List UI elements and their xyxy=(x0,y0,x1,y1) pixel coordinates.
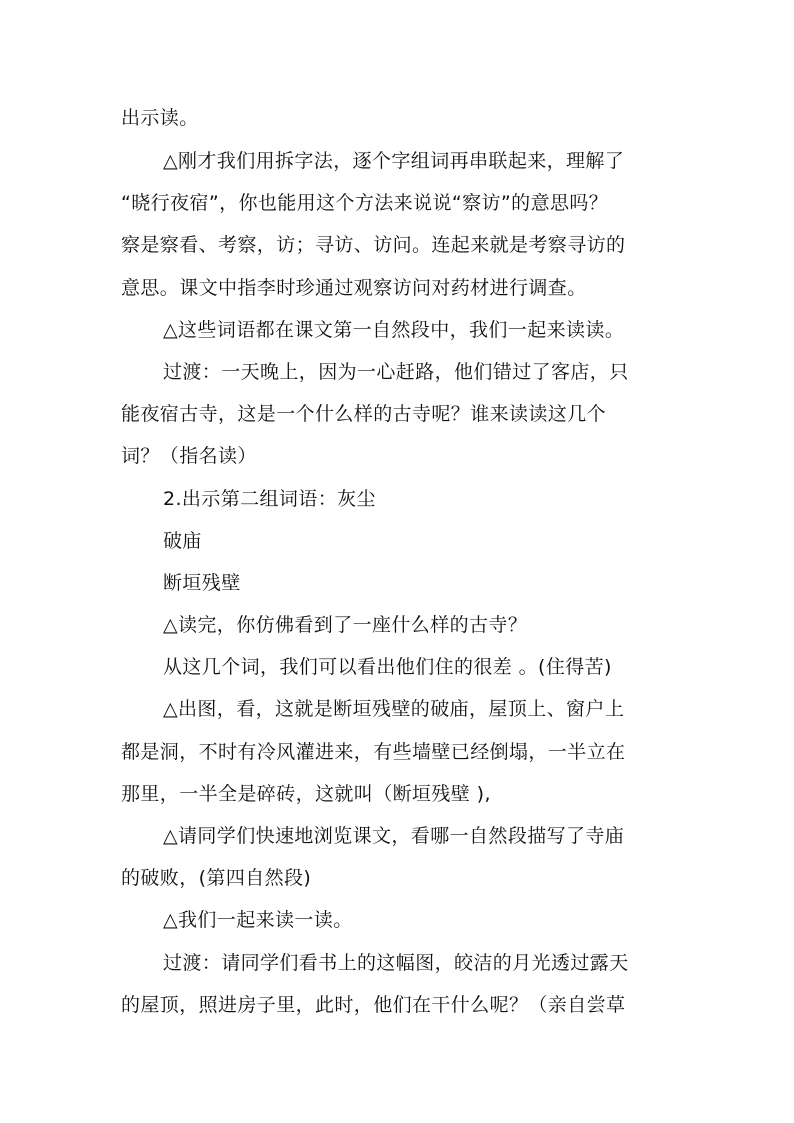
text-line: 那里，一半全是碎砖，这就叫（断垣残壁 ), xyxy=(121,783,491,805)
text-line: 过渡：请同学们看书上的这幅图，皎洁的月光透过露天 xyxy=(163,952,629,974)
text-line: 出示读。 xyxy=(121,107,199,129)
text-line: △我们一起来读一读。 xyxy=(163,909,353,931)
text-line: 的屋顶，照进房子里，此时，他们在干什么呢？（亲自尝草 xyxy=(121,994,626,1016)
text-line: 都是洞，不时有冷风灌进来，有些墙壁已经倒塌，一半立在 xyxy=(121,741,626,763)
text-line: △刚才我们用拆字法，逐个字组词再串联起来，理解了 xyxy=(163,150,625,172)
text-line: △这些词语都在课文第一自然段中，我们一起来读读。 xyxy=(163,319,625,341)
text-line: △读完，你仿佛看到了一座什么样的古寺？ xyxy=(163,614,528,636)
text-line: 断垣残壁 xyxy=(163,572,241,594)
text-line: 的破败，(第四自然段) xyxy=(121,867,312,889)
text-line: 词？（指名读） xyxy=(121,445,257,467)
text-line: △出图，看，这就是断垣残壁的破庙，屋顶上、窗户上 xyxy=(163,698,625,720)
text-line: 破庙 xyxy=(163,530,202,552)
text-line: 能夜宿古寺，这是一个什么样的古寺呢？谁来读读这几个 xyxy=(121,403,607,425)
text-line: 过渡：一天晚上，因为一心赶路，他们错过了客店，只 xyxy=(163,361,629,383)
text-line: △请同学们快速地浏览课文，看哪一自然段描写了寺庙 xyxy=(163,825,625,847)
text-line: 2.出示第二组词语：灰尘 xyxy=(163,488,376,510)
text-line: 意思。课文中指李时珍通过观察访问对药材进行调查。 xyxy=(121,277,587,299)
text-line: 察是察看、考察，访；寻访、访问。连起来就是考察寻访的 xyxy=(121,234,626,256)
text-line: “晓行夜宿”，你也能用这个方法来说说“察访”的意思吗？ xyxy=(121,192,609,214)
text-line: 从这几个词，我们可以看出他们住的很差 。(住得苦) xyxy=(163,656,612,678)
